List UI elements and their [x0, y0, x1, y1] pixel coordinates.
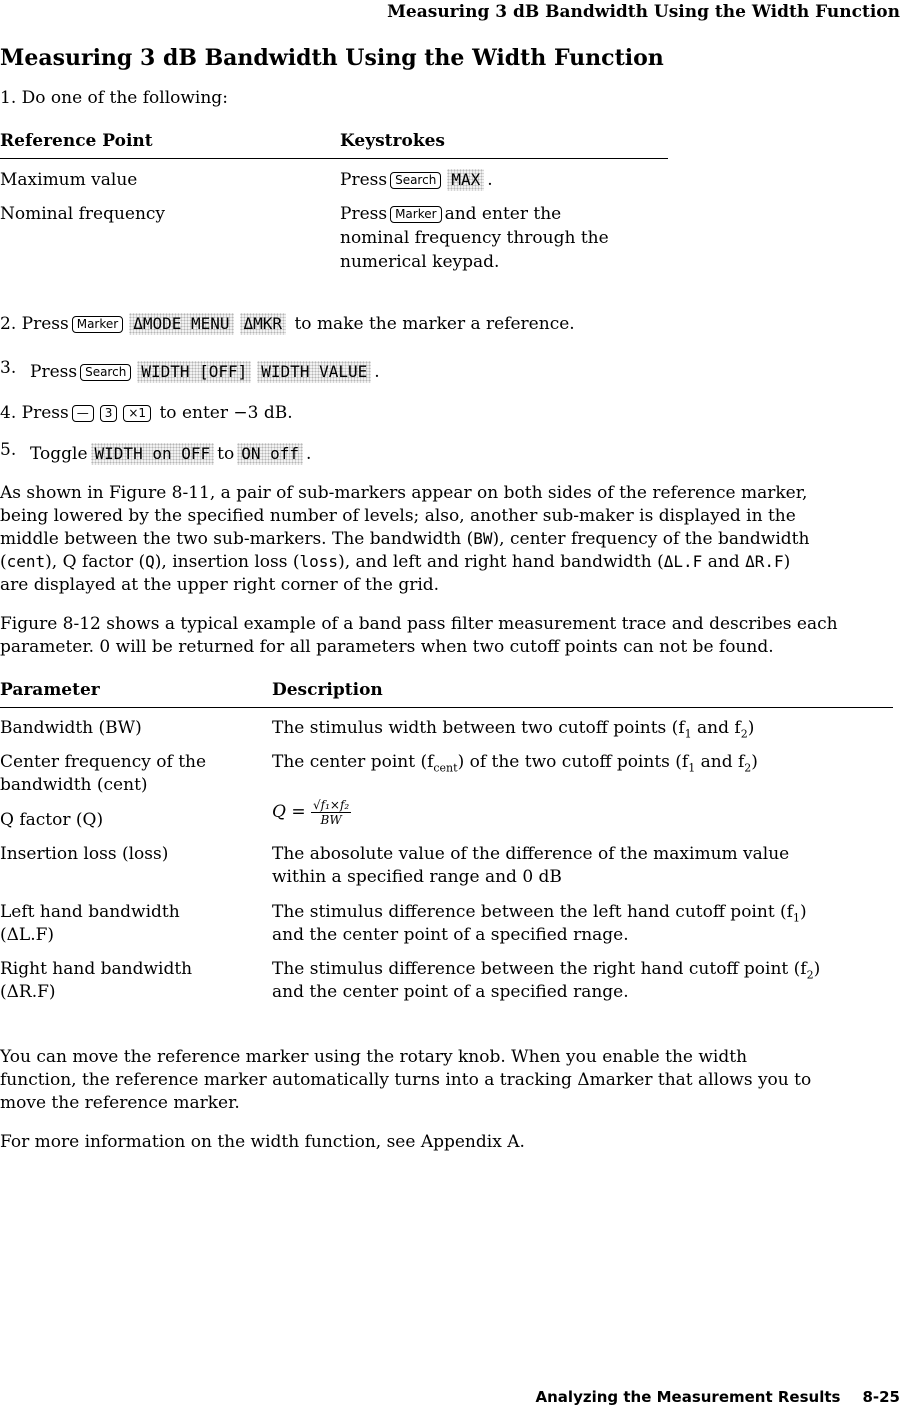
- x1-hardkey[interactable]: ×1: [123, 405, 151, 422]
- para1-line: being lowered by the specified number of levels; also, another sub-maker is displayed in the: [0, 506, 796, 526]
- page-title: Measuring 3 dB Bandwidth Using the Width Function: [0, 45, 664, 71]
- desc-bandwidth: The stimulus width between two cutoff points ($f_1$ and $f_2$): [272, 718, 755, 741]
- desc-center-frequency: The center point $(f_{cent})$ of the two cutoff points ($f_1$ and $f_2$): [272, 752, 758, 775]
- table1-rule: [0, 158, 668, 159]
- marker-hardkey[interactable]: Marker: [390, 206, 441, 223]
- running-head: Measuring 3 dB Bandwidth Using the Width Function: [387, 2, 900, 22]
- marker-hardkey[interactable]: Marker: [72, 316, 123, 333]
- desc-left-bandwidth: The stimulus difference between the left hand cutoff point $(f_1)$: [272, 902, 807, 925]
- para2-line: Figure 8-12 shows a typical example of a band pass filter measurement trace and describes each: [0, 614, 838, 634]
- step-5-number: 5.: [0, 440, 17, 460]
- page-number: 8-25: [862, 1388, 900, 1406]
- para3-line: function, the reference marker automatically turns into a tracking Δmarker that allows you to: [0, 1070, 812, 1090]
- width-off-softkey[interactable]: WIDTH [OFF]: [137, 361, 251, 383]
- page-footer: [536, 1385, 900, 1409]
- desc-insertion-loss-line2: within a specified range and 0 dB: [272, 867, 562, 887]
- width-on-off-softkey[interactable]: WIDTH on OFF: [91, 443, 215, 465]
- table1-header-reference: Reference Point: [0, 131, 153, 151]
- minus-hardkey[interactable]: —: [72, 405, 94, 422]
- table1-cell-ref: Nominal frequency: [0, 204, 166, 224]
- step-text: Do one of the following:: [21, 88, 228, 108]
- table2-rule: [0, 707, 893, 708]
- para1-line: middle between the two sub-markers. The bandwidth (BW), center frequency of the bandwidth: [0, 529, 810, 549]
- param-insertion-loss: Insertion loss (loss): [0, 844, 169, 864]
- para1-line: As shown in Figure 8-11, a pair of sub-markers appear on both sides of the reference marker,: [0, 483, 808, 503]
- desc-insertion-loss: The abosolute value of the difference of the maximum value: [272, 844, 790, 864]
- param-q-factor: Q factor (Q): [0, 810, 104, 830]
- param-bandwidth: Bandwidth (BW): [0, 718, 142, 738]
- step-5: Toggle WIDTH on OFF to ON off .: [30, 444, 312, 464]
- param-right-bandwidth: Right hand bandwidth: [0, 959, 193, 979]
- digit-3-hardkey[interactable]: 3: [100, 405, 118, 422]
- param-center-frequency-line2: bandwidth (cent): [0, 775, 148, 795]
- search-hardkey[interactable]: Search: [80, 364, 131, 381]
- para3-line: You can move the reference marker using the rotary knob. When you enable the width: [0, 1047, 748, 1067]
- table1-header-keystrokes: Keystrokes: [340, 131, 445, 151]
- desc-q-formula: Q = $\frac{\text{√f₁×f₂}}{BW}$: [272, 798, 350, 827]
- para1-line: are displayed at the upper right corner of the grid.: [0, 575, 440, 595]
- step-number: 1.: [0, 88, 17, 108]
- step-4: 4. Press — 3 ×1 to enter −3 dB.: [0, 403, 293, 423]
- q-fraction: $\frac{\text{√f₁×f₂}}{BW}$: [313, 798, 350, 827]
- delta-mode-menu-softkey[interactable]: ΔMODE MENU: [129, 313, 233, 335]
- table1-cell-keys-line2: nominal frequency through the: [340, 228, 609, 248]
- step-1: [0, 86, 228, 110]
- para4: For more information on the width function, see Appendix A.: [0, 1132, 525, 1152]
- desc-right-bandwidth: The stimulus difference between the right hand cutoff point $(f_2)$: [272, 959, 821, 982]
- table1-cell-keys-line3: numerical keypad.: [340, 252, 500, 272]
- param-left-bandwidth: Left hand bandwidth: [0, 902, 180, 922]
- on-off-softkey[interactable]: ON off: [237, 443, 303, 465]
- press-text: Press: [340, 204, 388, 224]
- step-2: 2. Press Marker ΔMODE MENU ΔMKR to make the marker a reference.: [0, 314, 575, 334]
- desc-left-bandwidth-line2: and the center point of a specified rnage.: [272, 925, 629, 945]
- desc-right-bandwidth-line2: and the center point of a specified range.: [272, 982, 629, 1002]
- table2-header-description: Description: [272, 680, 383, 700]
- delta-mkr-softkey[interactable]: ΔMKR: [240, 313, 287, 335]
- para3-line: move the reference marker.: [0, 1093, 240, 1113]
- search-hardkey[interactable]: Search: [390, 172, 441, 189]
- table2-header-parameter: Parameter: [0, 680, 100, 700]
- table1-cell-keys: Press Search MAX .: [340, 170, 493, 190]
- para1-line: (cent), Q factor (Q), insertion loss (loss), and left and right hand bandwidth (ΔL.F and ΔR.F): [0, 552, 791, 572]
- table1-cell-ref: Maximum value: [0, 170, 138, 190]
- step-3-number: 3.: [0, 358, 17, 378]
- step-number: 4.: [0, 403, 17, 423]
- table1-cell-keys: Press Marker and enter the: [340, 204, 562, 224]
- param-right-bandwidth-line2: (ΔR.F): [0, 982, 56, 1002]
- press-text: Press: [340, 170, 388, 190]
- footer-section: Analyzing the Measurement Results: [535, 1388, 841, 1406]
- para2-line: parameter. 0 will be returned for all parameters when two cutoff points can not be found.: [0, 637, 774, 657]
- step-number: 2.: [0, 314, 17, 334]
- width-value-softkey[interactable]: WIDTH VALUE: [257, 361, 371, 383]
- max-softkey[interactable]: MAX: [447, 169, 484, 191]
- param-center-frequency: Center frequency of the: [0, 752, 207, 772]
- param-left-bandwidth-line2: (ΔL.F): [0, 925, 55, 945]
- step-3: Press Search WIDTH [OFF] WIDTH VALUE .: [30, 362, 380, 382]
